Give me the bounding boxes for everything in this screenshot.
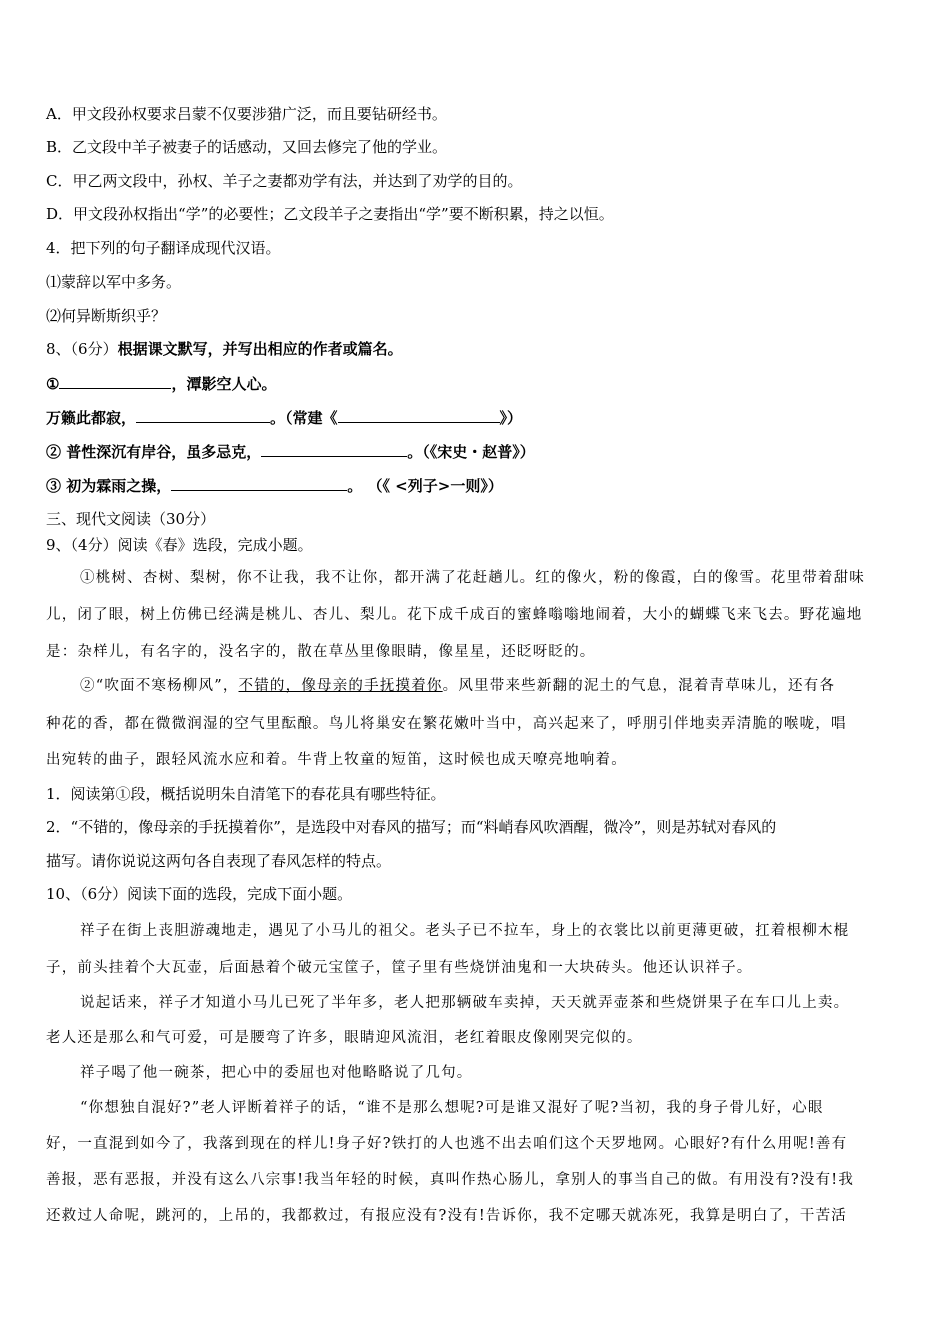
q10-paragraph-1-line-1: 祥子在街上丧胆游魂地走，遇见了小马儿的祖父。老头子已不拉车，身上的衣裳比以前更薄更破，扛着根柳木棍 xyxy=(80,923,850,939)
q4-title: 4．把下列的句子翻译成现代汉语。 xyxy=(46,239,281,257)
q10-paragraph-4-line-1: “你想独自混好?”老人评断着祥子的话，“谁不是那么想呢?可是谁又混好了呢?当初，我的身子骨儿好，心眼 xyxy=(80,1100,824,1116)
q8-line-2-prefix: 万籁此都寂， xyxy=(46,409,137,427)
q4-sentence-1: ⑴蒙辞以军中多务。 xyxy=(46,273,182,291)
q8-line-2 xyxy=(46,408,522,428)
q10-paragraph-2-line-1: 说起话来，祥子才知道小马儿已死了半年多，老人把那辆破车卖掉，天天就弄壶茶和些烧饼果子在车口儿上卖。 xyxy=(80,995,850,1011)
q9-paragraph-2-line-1 xyxy=(80,676,835,696)
q9-subquestion-2-line-2: 描写。请你说说这两句各自表现了春风怎样的特点。 xyxy=(46,852,392,870)
q10-heading: 10、（6分）阅读下面的选段，完成下面小题。 xyxy=(46,885,353,903)
q8-line-3 xyxy=(46,442,535,462)
q8-line-3-suffix: 。（《宋史・赵普》） xyxy=(407,443,535,461)
q10-paragraph-4-line-3: 善报，恶有恶报，并没有这么八宗事!我当年轻的时候，真叫作热心肠儿，拿别人的事当自己的做。有用没有?没有!我 xyxy=(46,1172,855,1188)
q9-paragraph-2-line-2: 种花的香，都在微微润湿的空气里酝酿。鸟儿将巢安在繁花嫩叶当中，高兴起来了，呼朋引伴地卖弄清脆的喉咙，唱 xyxy=(46,716,847,732)
q8-line-1-suffix: ，潭影空人心。 xyxy=(171,375,277,393)
q10-paragraph-1-line-2: 子，前头挂着个大瓦壶，后面悬着个破元宝筐子，筐子里有些烧饼油鬼和一大块砖头。他还认识祥子。 xyxy=(46,960,753,976)
q4-sentence-2: ⑵何异断斯织乎？ xyxy=(46,307,167,325)
q8-line-2-middle: 。（常建《 xyxy=(270,409,338,427)
q9-paragraph-1-line-2: 儿，闭了眼，树上仿佛已经满是桃儿、杏儿、梨儿。花下成千成百的蜜蜂嗡嗡地闹着，大小的蝴蝶飞来飞去。野花遍地 xyxy=(46,607,863,623)
q9-paragraph-1-line-1: ①桃树、杏树、梨树，你不让我，我不让你，都开满了花赶趟儿。红的像火，粉的像霞，白的像雪。花里带着甜味 xyxy=(80,570,865,586)
q10-paragraph-3-line-1: 祥子喝了他一碗茶，把心中的委屈也对他略略说了几句。 xyxy=(80,1065,473,1081)
option-d: D．甲文段孙权指出“学”的必要性；乙文段羊子之妻指出“学”要不断积累，持之以恒。 xyxy=(46,205,614,223)
q9-paragraph-1-line-3: 是：杂样儿，有名字的，没名字的，散在草丛里像眼睛，像星星，还眨呀眨的。 xyxy=(46,644,596,660)
section-3-heading: 三、现代文阅读（30分） xyxy=(46,510,216,528)
q8-line-1 xyxy=(46,374,276,394)
answer-blank[interactable] xyxy=(338,408,500,423)
q8-heading xyxy=(46,339,403,359)
q10-paragraph-2-line-2: 老人还是那么和气可爱，可是腰弯了许多，眼睛迎风流泪，老红着眼皮像刚哭完似的。 xyxy=(46,1030,643,1046)
q8-line-2-suffix: 》） xyxy=(499,409,523,427)
answer-blank[interactable] xyxy=(136,408,270,423)
answer-blank[interactable] xyxy=(261,442,407,457)
q8-line-1-prefix: ① xyxy=(46,375,60,393)
q9-heading: 9、（4分）阅读《春》选段，完成小题。 xyxy=(46,536,313,554)
q10-paragraph-4-line-2: 好，一直混到如今了，我落到现在的样儿!身子好?铁打的人也逃不出去咱们这个天罗地网。心眼好?有什么用呢!善有 xyxy=(46,1136,848,1152)
option-b: B．乙文段中羊子被妻子的话感动，又回去修完了他的学业。 xyxy=(46,138,448,156)
q9-paragraph-2-rest: 。风里带来些新翻的泥土的气息，混着青草味儿，还有各 xyxy=(442,678,836,694)
underlined-quote: 不错的，像母亲的手抚摸着你 xyxy=(238,678,443,694)
q8-number: 8、（6分） xyxy=(46,340,118,358)
q9-subquestion-1: 1．阅读第①段，概括说明朱自清笔下的春花具有哪些特征。 xyxy=(46,785,446,803)
q10-paragraph-4-line-4: 还救过人命呢，跳河的，上吊的，我都救过，有报应没有?没有!告诉你，我不定哪天就冻死，我算是明白了，干苦活 xyxy=(46,1208,847,1224)
q9-paragraph-2-start: ②“吹面不寒杨柳风”， xyxy=(80,678,239,694)
q8-instruction: 根据课文默写，并写出相应的作者或篇名。 xyxy=(117,340,403,358)
q8-line-4-suffix: 。 （《 <列子>一则》） xyxy=(347,477,503,495)
q9-paragraph-2-line-3: 出宛转的曲子，跟轻风流水应和着。牛背上牧童的短笛，这时候也成天嘹亮地响着。 xyxy=(46,752,627,768)
q8-line-3-prefix: ② 普性深沉有岸谷，虽多忌克， xyxy=(46,443,262,461)
option-c: C．甲乙两文段中，孙权、羊子之妻都劝学有法，并达到了劝学的目的。 xyxy=(46,172,523,190)
option-a: A．甲文段孙权要求吕蒙不仅要涉猎广泛，而且要钻研经书。 xyxy=(46,105,447,123)
q8-line-4-prefix: ③ 初为霖雨之操， xyxy=(46,477,172,495)
answer-blank[interactable] xyxy=(59,374,171,389)
q9-subquestion-2-line-1: 2．“不错的，像母亲的手抚摸着你”，是选段中对春风的描写；而“料峭春风吹酒醒，微冷”，则是苏轼对春风的 xyxy=(46,818,777,836)
q8-line-4 xyxy=(46,476,503,496)
answer-blank[interactable] xyxy=(171,476,347,491)
